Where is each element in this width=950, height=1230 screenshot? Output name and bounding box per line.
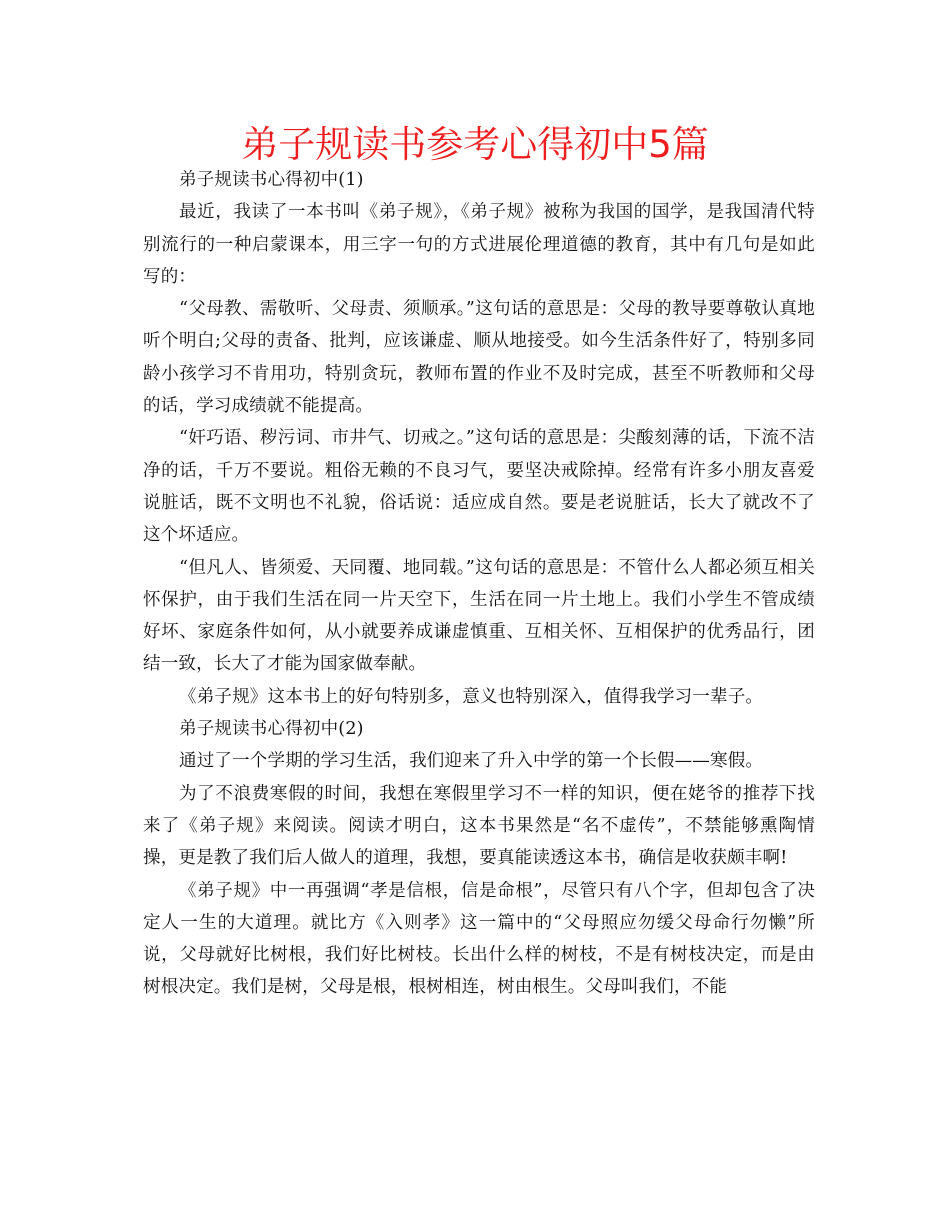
section-heading-2: 弟子规读书心得初中(2) — [179, 719, 364, 740]
document-title: 弟子规读书参考心得初中5篇 — [241, 123, 709, 166]
paragraph: 通过了一个学期的学习生活，我们迎来了升入中学的第一个长假——寒假。 — [179, 751, 764, 772]
document-body — [143, 164, 815, 1004]
paragraph: 《弟子规》这本书上的好句特别多，意义也特别深入，值得我学习一辈子。 — [179, 686, 764, 707]
paragraph: 最近，我读了一本书叫《弟子规》，《弟子规》被称为我国的国学，是我国清代特别流行的一种启蒙课本，用三字一句的方式进展伦理道德的教育，其中有几句是如此写的： — [143, 202, 815, 287]
paragraph: “但凡人、皆须爱、天同覆、地同载。”这句话的意思是：不管什么人都必须互相关怀保护，由于我们生活在同一片天空下，生活在同一片土地上。我们小学生不管成绩好坏、家庭条件如何，从小就要养成谦虚慎重、互相关怀、互相保护的优秀品行，团结一致，长大了才能为国家做奉献。 — [143, 557, 815, 675]
paragraph: 《弟子规》中一再强调“孝是信根，信是命根”，尽管只有八个字，但却包含了决定人一生的大道理。就比方《入则孝》这一篇中的“父母照应勿缓父母命行勿懒”所说，父母就好比树根，我们好比树枝。长出什么样的树枝，不是有树枝决定，而是由树根决定。我们是树，父母是根，根树相连，树由根生。父母叫我们，不能 — [143, 880, 815, 998]
paragraph: 为了不浪费寒假的时间，我想在寒假里学习不一样的知识，便在姥爷的推荐下找来了《弟子规》来阅读。阅读才明白，这本书果然是“名不虚传”，不禁能够熏陶情操，更是教了我们后人做人的道理，我想，要真能读透这本书，确信是收获颇丰啊! — [143, 783, 815, 869]
paragraph: “奸巧语、秽污词、市井气、切戒之。”这句话的意思是：尖酸刻薄的话，下流不洁净的话，千万不要说。粗俗无赖的不良习气，要坚决戒除掉。经常有许多小朋友喜爱说脏话，既不文明也不礼貌，俗话说：适应成自然。要是老说脏话，长大了就改不了这个坏适应。 — [143, 428, 815, 546]
paragraph: “父母教、需敬听、父母责、须顺承。”这句话的意思是：父母的教导要尊敬认真地听个明白;父母的责备、批判，应该谦虚、顺从地接受。如今生活条件好了，特别多同龄小孩学习不肯用功，特别贪玩，教师布置的作业不及时完成，甚至不听教师和父母的话，学习成绩就不能提高。 — [143, 299, 815, 417]
section-heading-1: 弟子规读书心得初中(1) — [179, 170, 364, 190]
